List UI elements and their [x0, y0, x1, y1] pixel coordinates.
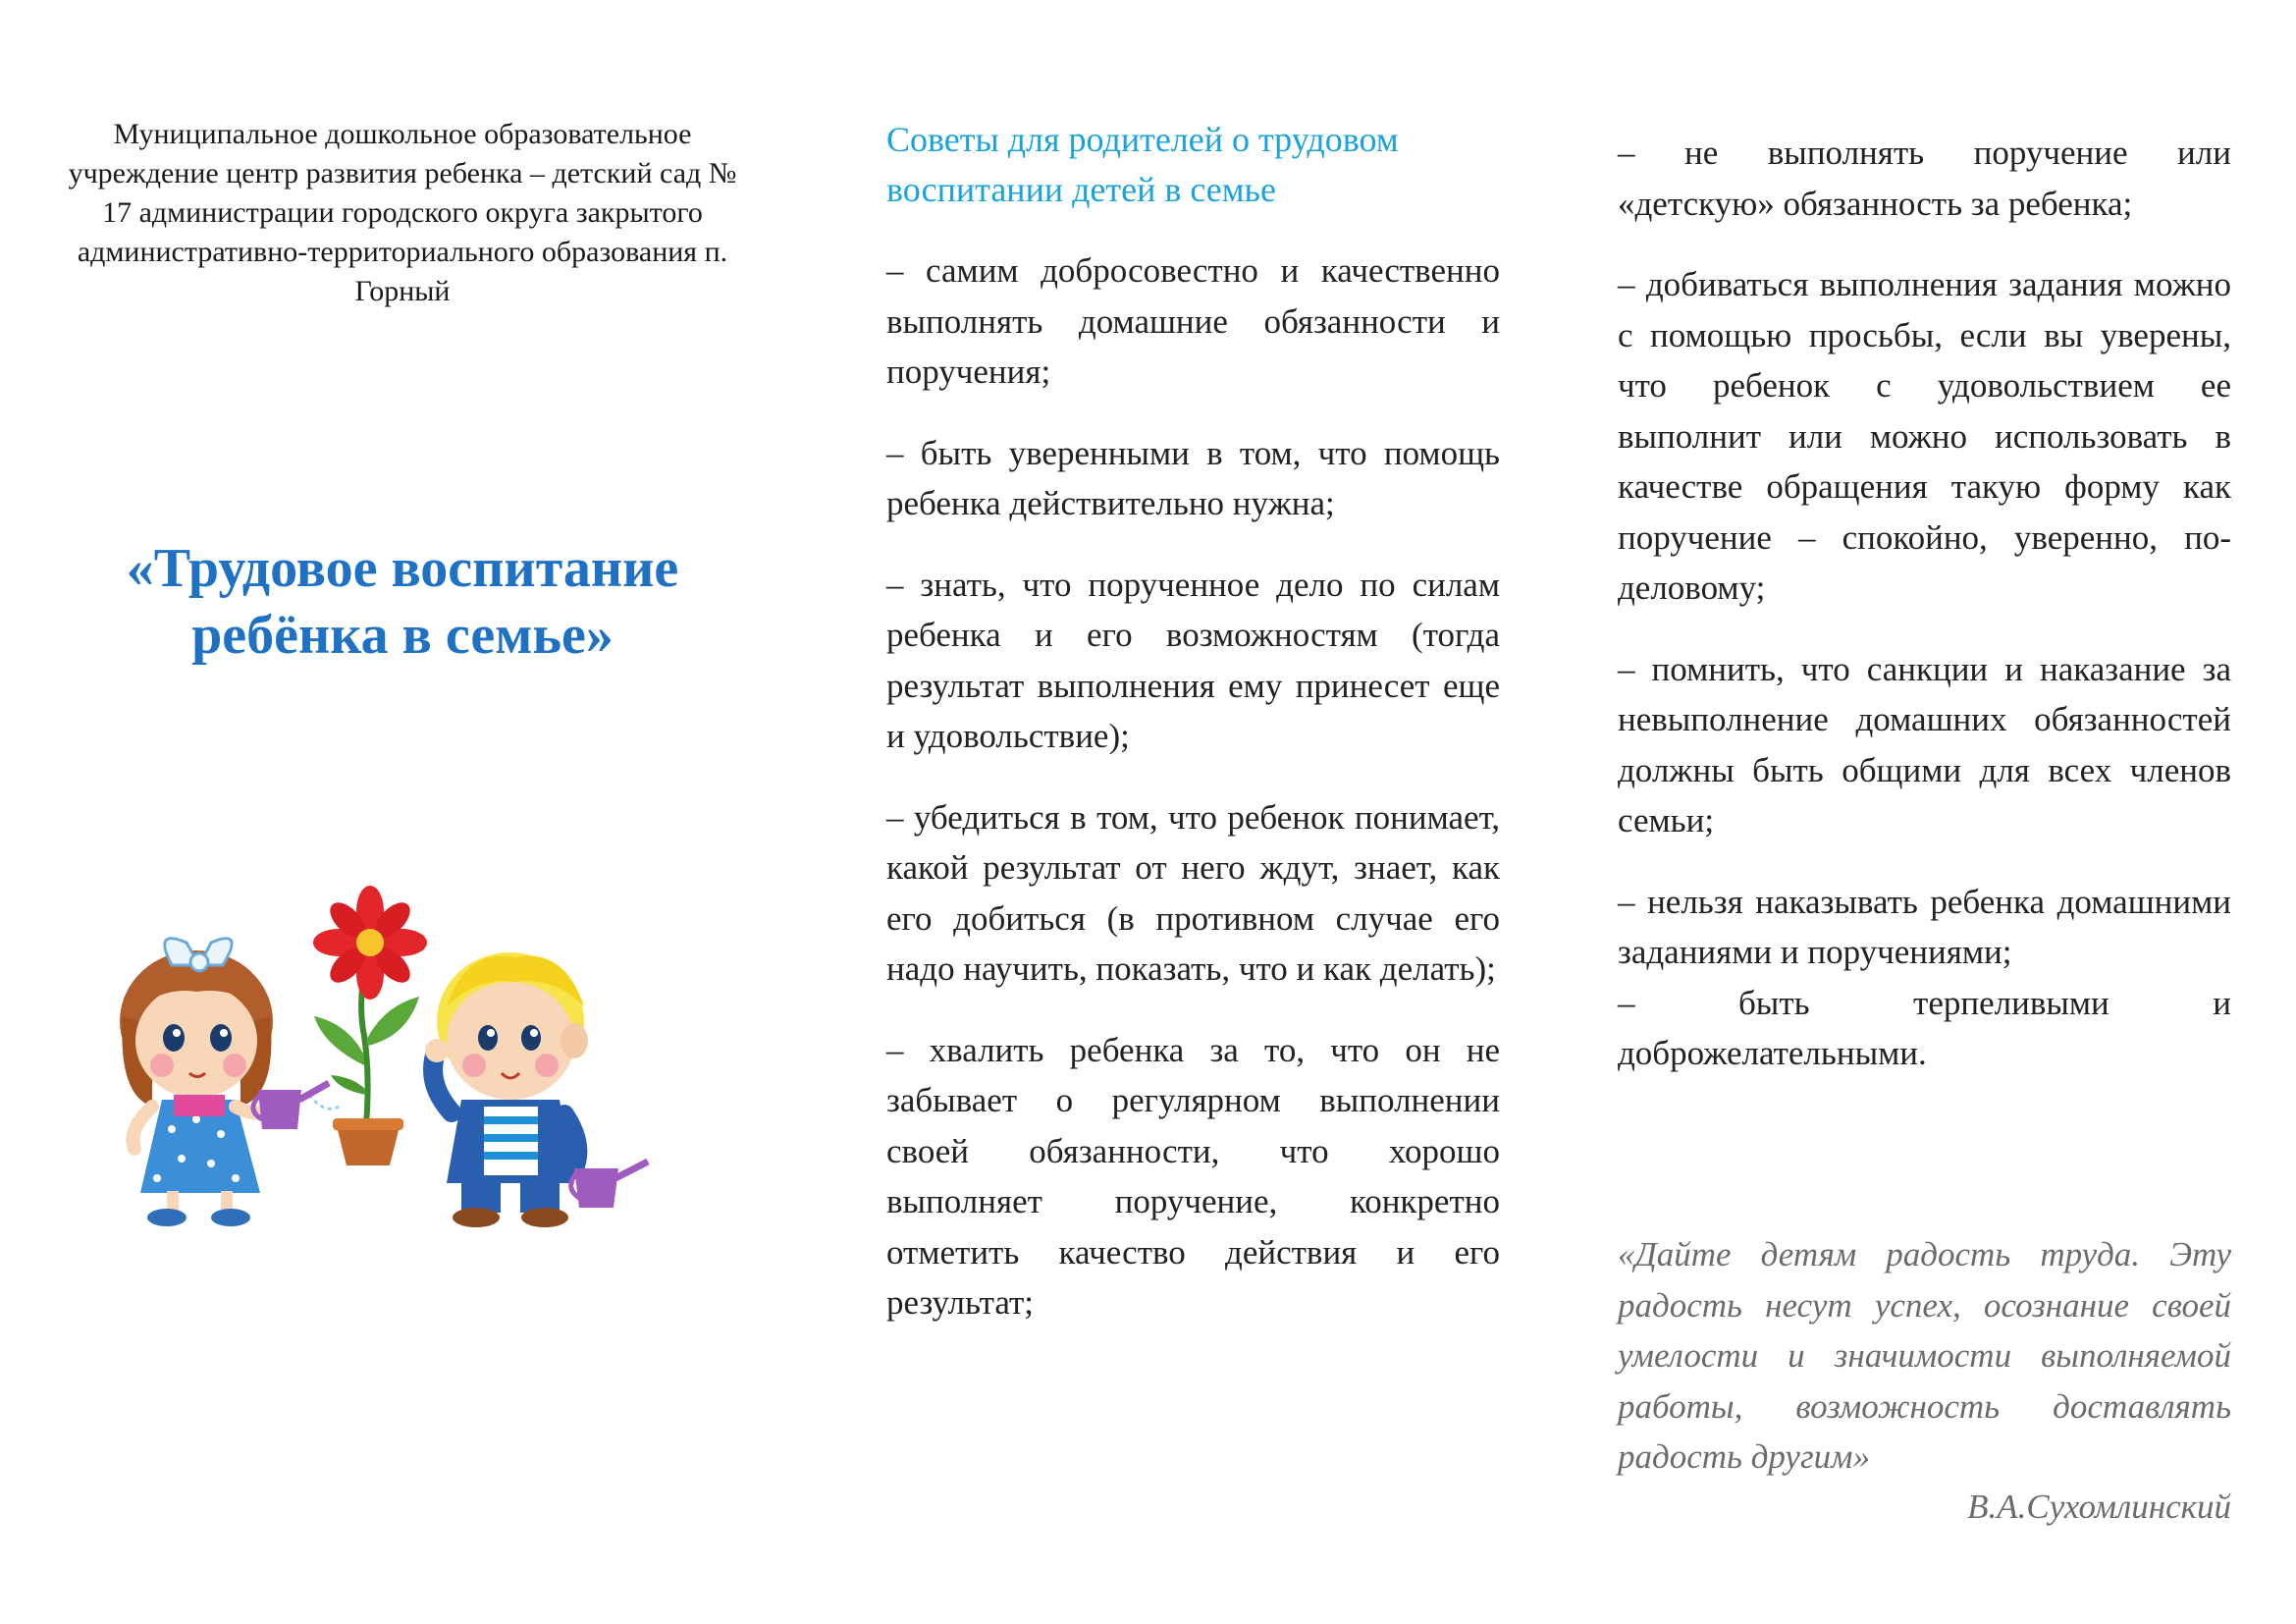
list-item: – не выполнять поручение или «детскую» обязанность за ребенка;	[1618, 134, 2231, 223]
title-line-2: ребёнка в семье»	[191, 605, 614, 666]
quote-text: «Дайте детям радость труда. Эту радость несут успех, осознание своей умелости и значимости выполняемой работы, возможность доставлять радость другим»	[1618, 1235, 2231, 1476]
list-item: – знать, что порученное дело по силам ребенка и его возможностям (тогда результат выполнения ему принесет еще и удовольствие);	[886, 565, 1500, 755]
brochure-title	[59, 535, 746, 669]
quote-author: В.А.Сухомлинский	[1967, 1488, 2231, 1526]
advice-list-continued	[1618, 128, 2231, 1110]
list-item: – нельзя наказывать ребенка домашними заданиями и поручениями;	[1618, 882, 2231, 971]
boy-icon	[425, 952, 648, 1227]
girl-icon	[120, 939, 329, 1226]
children-watering-flower-illustration	[113, 849, 741, 1242]
list-item: – быть уверенными в том, что помощь ребенка действительно нужна;	[886, 433, 1500, 522]
list-item: – помнить, что санкции и наказание за невыполнение домашних обязанностей должны быть общими для всех членов семьи;	[1618, 649, 2231, 839]
flower-pot-icon	[309, 886, 427, 1165]
organization-name: Муниципальное дошкольное образовательное учреждение центр развития ребенка – детский сад № 17 администрации городского округа закрытого административно-территориального образования п. Горный	[68, 118, 737, 307]
list-item: – быть терпеливыми и доброжелательными.	[1618, 983, 2231, 1072]
list-item: – убедиться в том, что ребенок понимает, какой результат от него ждут, знает, как его добиться (в противном случае его надо научить, показать, что и как делать);	[886, 797, 1500, 988]
list-item: – добиваться выполнения задания можно с помощью просьбы, если вы уверены, что ребенок с удовольствием ее выполнит или можно использовать в качестве обращения такую форму как поручение – спокойно, уверенно, по-деловому;	[1618, 265, 2231, 607]
advice-list	[886, 245, 1500, 1359]
title-line-1: «Трудовое воспитание	[126, 538, 679, 599]
advice-heading: Советы для родителей о трудовом воспитании детей в семье	[886, 120, 1399, 209]
list-item: – самим добросовестно и качественно выполнять домашние обязанности и поручения;	[886, 251, 1500, 391]
list-item: – хвалить ребенка за то, что он не забывает о регулярном выполнении своей обязанности, что хорошо выполняет поручение, конкретно отметить качество действия и его результат;	[886, 1030, 1500, 1322]
